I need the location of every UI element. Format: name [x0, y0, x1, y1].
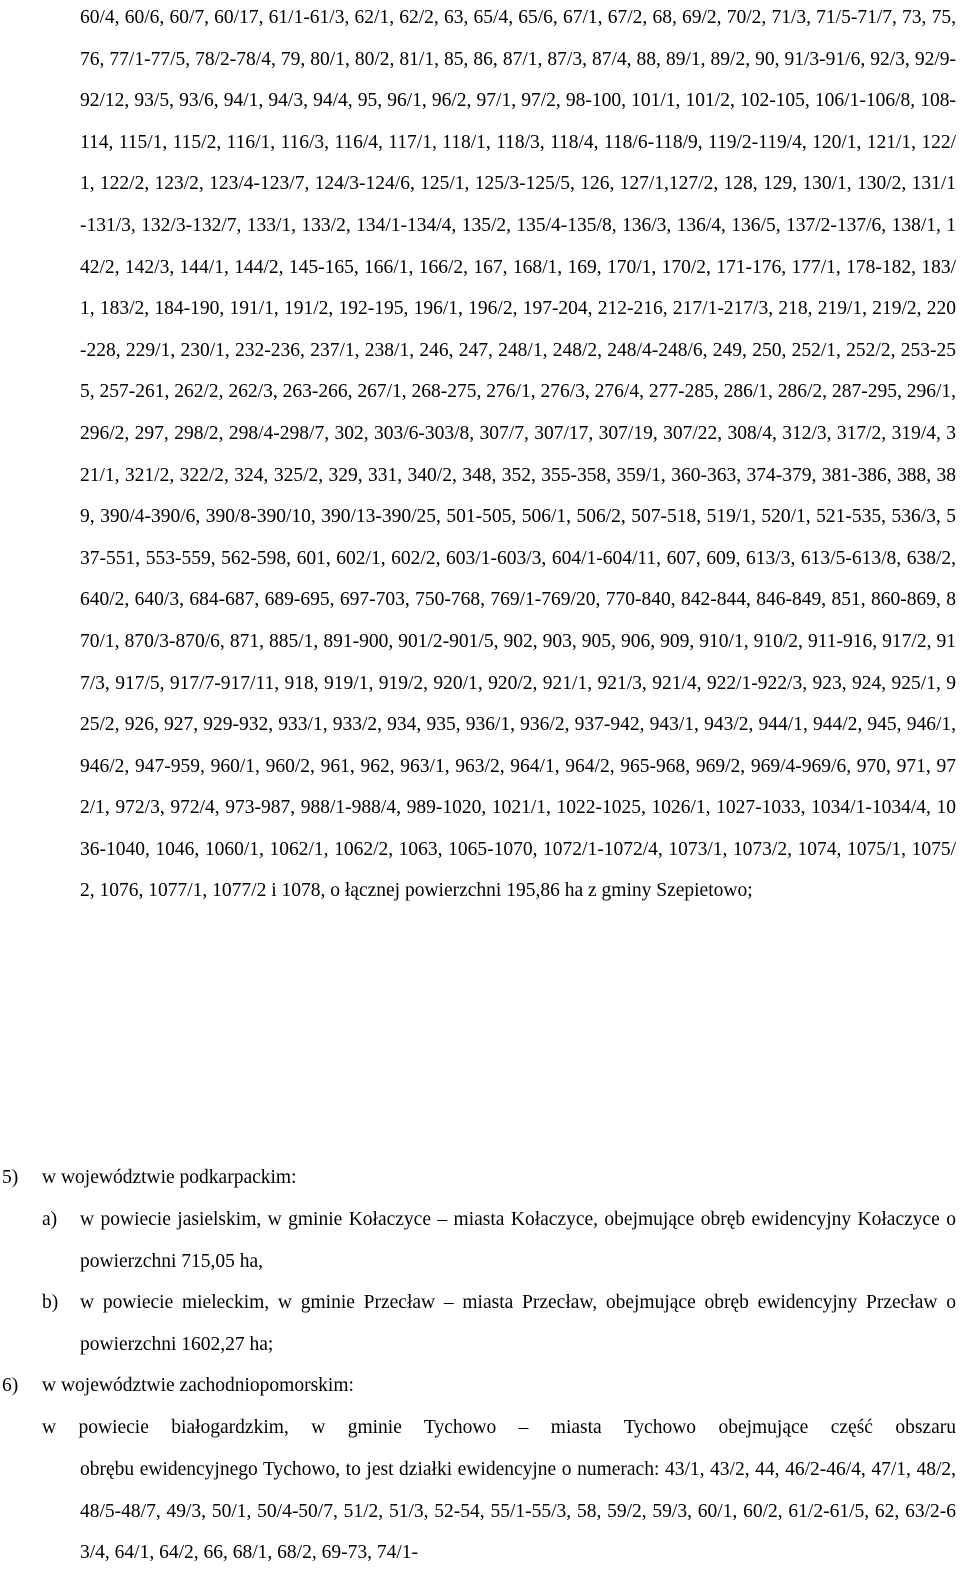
parcel-list-paragraph: 60/4, 60/6, 60/7, 60/17, 61/1-61/3, 62/1, 62/2, 63, 65/4, 65/6, 67/1, 67/2, 68, 69/2, 70/2, 71/3, 71/5-71/7, 73, 75, 76, 77/1-77/5, 78/2-78/4, 79, 80/1, 80/2, 81/1, 85, 86, 87/1, 87/3, 87/4, 88, 89/1, 89/2, 90, 91/3-91/6, 92/3, 92/9-92/12, 93/5, 93/6, 94/1, 94/3, 94/4, 95, 96/1, 96/2, 97/1, 97/2, 98-100, 101/1, 101/2, 102-105, 106/1-106/8, 108-114, 115/1, 115/2, 116/1, 116/3, 116/4, 117/1, 118/1, 118/3, 118/4, 118/6-118/9, 119/2-119/4, 120/1, 121/1, 122/1, 122/2, 123/2, 123/4-123/7, 124/3-124/6, 125/1, 125/3-125/5, 126, 127/1,127/2, 128, 129, 130/1, 130/2, 131/1-131/3, 132/3-132/7, 133/1, 133/2, 134/1-134/4, 135/2, 135/4-135/8, 136/3, 136/4, 136/5, 137/2-137/6, 138/1, 142/2, 142/3, 144/1, 144/2, 145-165, 166/1, 166/2, 167, 168/1, 169, 170/1, 170/2, 171-176, 177/1, 178-182, 183/1, 183/2, 184-190, 191/1, 191/2, 192-195, 196/1, 196/2, 197-204, 212-216, 217/1-217/3, 218, 219/1, 219/2, 220-228, 229/1, 230/1, 232-236, 237/1, 238/1, 246, 247, 248/1, 248/2, 248/4-248/6, 249, 250, 252/1, 252/2, 253-255, 257-261, 262/2, 262/3, 263-266, 267/1, 268-275, 276/1, 276/3, 276/4, 277-285, 286/1, 286/2, 287-295, 296/1, 296/2, 297, 298/2, 298/4-298/7, 302, 303/6-303/8, 307/7, 307/17, 307/19, 307/22, 308/4, 312/3, 317/2, 319/4, 321/1, 321/2, 322/2, 324, 325/2, 329, 331, 340/2, 348, 352, 355-358, 359/1, 360-363, 374-379, 381-386, 388, 389, 390/4-390/6, 390/8-390/10, 390/13-390/25, 501-505, 506/1, 506/2, 507-518, 519/1, 520/1, 521-535, 536/3, 537-551, 553-559, 562-598, 601, 602/1, 602/2, 603/1-603/3, 604/1-604/11, 607, 609, 613/3, 613/5-613/8, 638/2, 640/2, 640/3, 684-687, 689-695, 697-703, 750-768, 769/1-769/20, 770-840, 842-844, 846-849, 851, 860-869, 870/1, 870/3-870/6, 871, 885/1, 891-900, 901/2-901/5, 902, 903, 905, 906, 909, 910/1, 910/2, 911-916, 917/2, 917/3, 917/5, 917/7-917/11, 918, 919/1, 919/2, 920/1, 920/2, 921/1, 921/3, 921/4, 922/1-922/3, 923, 924, 925/1, 925/2, 926, 927, 929-932, 933/1, 933/2, 934, 935, 936/1, 936/2, 937-942, 943/1, 943/2, 944/1, 944/2, 945, 946/1, 946/2, 947-959, 960/1, 960/2, 961, 962, 963/1, 963/2, 964/1, 964/2, 965-968, 969/2, 969/4-969/6, 970, 971, 972/1, 972/3, 972/4, 973-987, 988/1-988/4, 989-1020, 1021/1, 1022-1025, 1026/1, 1027-1033, 1034/1-1034/4, 1036-1040, 1046, 1060/1, 1062/1, 1062/2, 1063, 1065-1070, 1072/1-1072/4, 1073/1, 1073/2, 1074, 1075/1, 1075/2, 1076, 1077/1, 1077/2 i 1078, o łącznej powierzchni 195,86 ha z gminy Szepietowo; [80, 7, 956, 902]
item-6-heading: w województwie zachodniopomorskim: [42, 1375, 354, 1396]
item-6-number: 6) [2, 1375, 19, 1396]
item-6-intro: w powiecie białogardzkim, w gminie Tychowo – miasta Tychowo obejmujące część obszaru [42, 1417, 956, 1438]
item-5a-text: w powiecie jasielskim, w gminie Kołaczyce – miasta Kołaczyce, obejmujące obręb ewidencyjny Kołaczyce o powierzchni 715,05 ha, [80, 1209, 956, 1272]
item-5b-label: b) [42, 1292, 59, 1313]
item-6-parcel-list: obrębu ewidencyjnego Tychowo, to jest działki ewidencyjne o numerach: 43/1, 43/2, 44, 46/2-46/4, 47/1, 48/2, 48/5-48/7, 49/3, 50/1, 50/4-50/7, 51/2, 51/3, 52-54, 55/1-55/3, 58, 59/2, 59/3, 60/1, 60/2, 61/2-61/5, 62, 63/2-63/4, 64/1, 64/2, 66, 68/1, 68/2, 69-73, 74/1- [80, 1459, 956, 1564]
item-5-heading: w województwie podkarpackim: [42, 1167, 297, 1188]
item-5a-label: a) [42, 1209, 58, 1230]
item-5b-text: w powiecie mieleckim, w gminie Przecław – miasta Przecław, obejmujące obręb ewidencyjny Przecław o powierzchni 1602,27 ha; [80, 1292, 956, 1355]
item-5-number: 5) [2, 1167, 19, 1188]
